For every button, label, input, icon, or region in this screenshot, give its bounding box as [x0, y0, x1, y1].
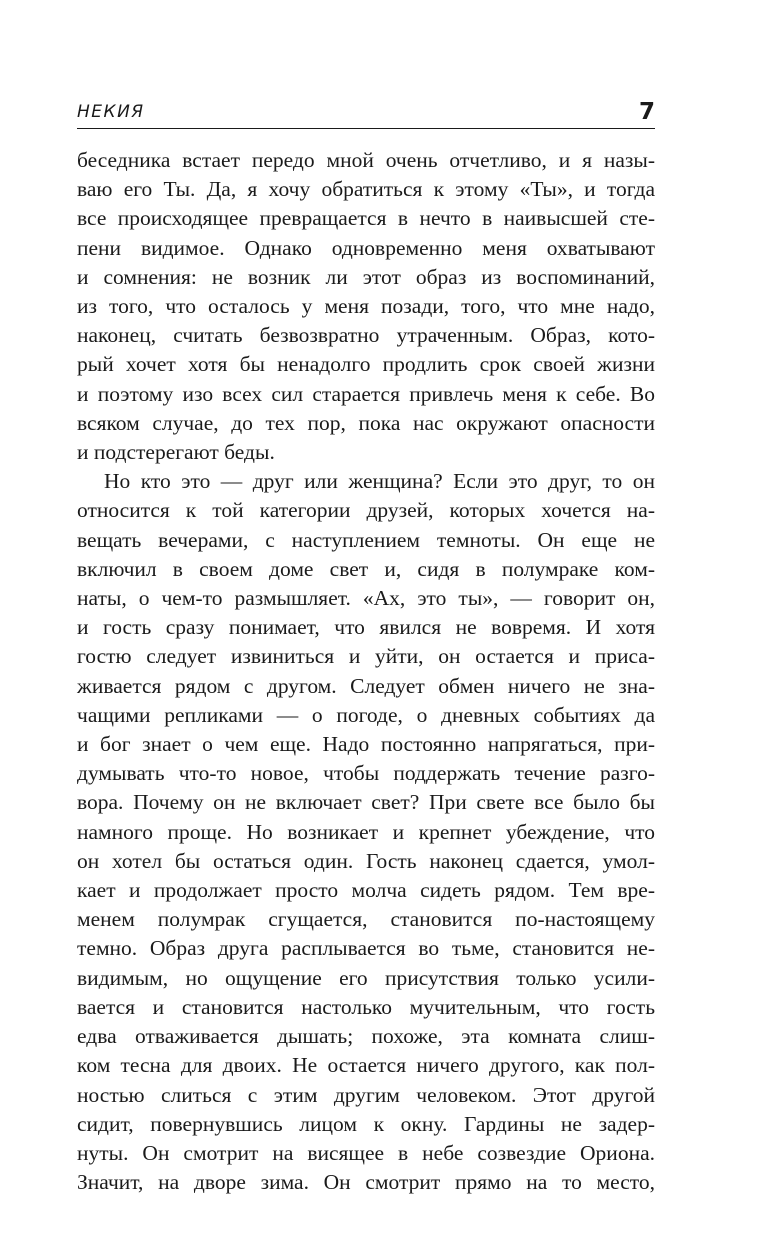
text-line: вора. Почему он не включает свет? При свете все было бы — [77, 790, 655, 815]
body-text — [77, 146, 655, 1197]
text-line: ностью слиться с этим другим человеком. Этот другой — [77, 1082, 655, 1107]
text-line: всяком случае, до тех пор, пока нас окружают опасности — [77, 410, 655, 435]
text-line: и гость сразу понимает, что явился не вовремя. И хотя — [77, 615, 655, 640]
text-line: он хотел бы остаться один. Гость наконец сдается, умол- — [77, 848, 655, 873]
text-line: Но кто это — друг или женщина? Если это друг, то он — [104, 469, 655, 494]
text-line: кает и продолжает просто молча сидеть рядом. Тем вре- — [77, 878, 655, 903]
chapter-title: НЕКИЯ — [77, 102, 145, 122]
text-line: вается и становится настолько мучительным, что гость — [77, 994, 655, 1019]
text-line: намного проще. Но возникает и крепнет убеждение, что — [77, 819, 655, 844]
page-number: 7 — [638, 99, 655, 125]
paragraph — [77, 467, 655, 1197]
text-line: живается рядом с другом. Следует обмен ничего не зна- — [77, 673, 655, 698]
text-line: ком тесна для двоих. Не остается ничего другого, как пол- — [77, 1053, 655, 1078]
text-line: Значит, на дворе зима. Он смотрит прямо на то место, — [77, 1170, 655, 1195]
text-line: наты, о чем-то размышляет. «Ах, это ты», — говорит он, — [77, 586, 655, 611]
text-line: гостю следует извиниться и уйти, он остается и приса- — [77, 644, 655, 669]
text-line: думывать что-то новое, чтобы поддержать течение разго- — [77, 761, 655, 786]
text-line: ваю его Ты. Да, я хочу обратиться к этому «Ты», и тогда — [77, 177, 655, 202]
running-header — [77, 92, 655, 129]
text-line: и сомнения: не возник ли этот образ из воспоминаний, — [77, 264, 655, 289]
text-line: относится к той категории друзей, которых хочется на- — [77, 498, 655, 523]
text-line: пени видимое. Однако одновременно меня охватывают — [77, 235, 655, 260]
text-line: и подстерегают беды. — [77, 440, 275, 465]
text-line: вещать вечерами, с наступлением темноты. Он еще не — [77, 527, 655, 552]
text-line: из того, что осталось у меня позади, того, что мне надо, — [77, 294, 655, 319]
paragraph — [77, 146, 655, 467]
text-line: рый хочет хотя бы ненадолго продлить срок своей жизни — [77, 352, 655, 377]
text-line: все происходящее превращается в нечто в наивысшей сте- — [77, 206, 655, 231]
text-line: и бог знает о чем еще. Надо постоянно напрягаться, при- — [77, 732, 655, 757]
text-line: темно. Образ друга расплывается во тьме, становится не- — [77, 936, 655, 961]
text-line: видимым, но ощущение его присутствия только усили- — [77, 965, 655, 990]
text-line: нуты. Он смотрит на висящее в небе созвездие Ориона. — [77, 1140, 655, 1165]
text-line: едва отваживается дышать; похоже, эта комната слиш- — [77, 1024, 655, 1049]
text-line: чащими репликами — о погоде, о дневных событиях да — [77, 702, 655, 727]
text-line: менем полумрак сгущается, становится по-настоящему — [77, 907, 655, 932]
text-line: и поэтому изо всех сил старается привлечь меня к себе. Во — [77, 381, 655, 406]
text-line: наконец, считать безвозвратно утраченным. Образ, кото- — [77, 323, 655, 348]
text-line: включил в своем доме свет и, сидя в полумраке ком- — [77, 556, 655, 581]
text-line: беседника встает передо мной очень отчетливо, и я назы- — [77, 148, 655, 172]
text-line: сидит, повернувшись лицом к окну. Гардины не задер- — [77, 1111, 655, 1136]
book-page — [77, 92, 655, 1197]
